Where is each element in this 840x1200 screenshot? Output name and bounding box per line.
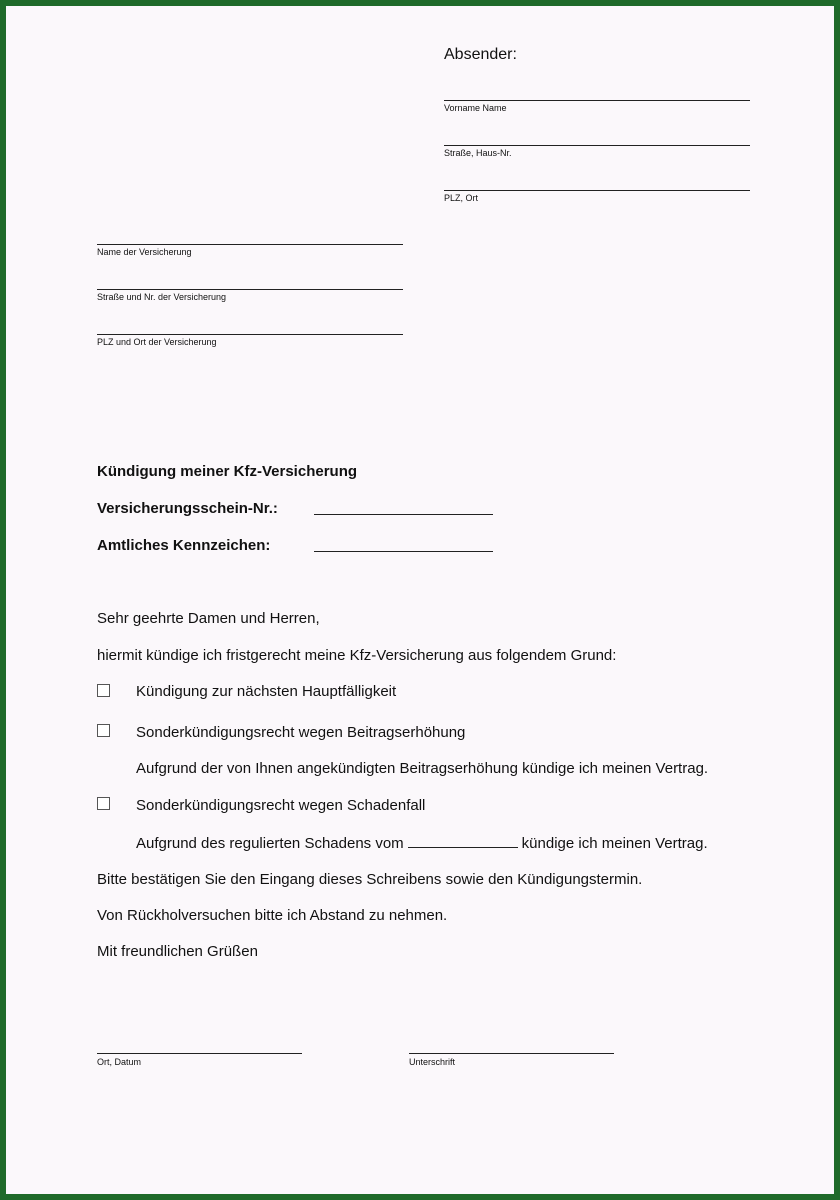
no-callback-note: Von Rückholversuchen bitte ich Abstand zu nehmen. [97,907,448,924]
option3-detail-post: kündige ich meinen Vertrag. [521,835,708,852]
option3-checkbox[interactable] [97,797,110,810]
recipient-street-label: Straße und Nr. der Versicherung [97,292,227,302]
license-plate-label: Amtliches Kennzeichen: [97,537,271,554]
recipient-city-line[interactable] [97,334,403,335]
document-page [6,6,834,1194]
confirmation-request: Bitte bestätigen Sie den Eingang dieses Schreibens sowie den Kündigungstermin. [97,871,643,888]
place-date-line[interactable] [97,1053,302,1054]
recipient-city-label: PLZ und Ort der Versicherung [97,337,217,347]
recipient-name-label: Name der Versicherung [97,247,192,257]
signature-label: Unterschrift [409,1057,456,1067]
sender-city-label: PLZ, Ort [444,193,479,203]
option2-label: Sonderkündigungsrecht wegen Beitragserhöhung [136,724,466,741]
sender-city-line[interactable] [444,190,750,191]
place-date-label: Ort, Datum [97,1057,142,1067]
salutation: Sehr geehrte Damen und Herren, [97,610,320,627]
recipient-name-line[interactable] [97,244,403,245]
option1-label: Kündigung zur nächsten Hauptfälligkeit [136,683,397,700]
option1-checkbox[interactable] [97,684,110,697]
license-plate-line[interactable] [314,551,493,552]
intro-text: hiermit kündige ich fristgerecht meine Kfz-Versicherung aus folgendem Grund: [97,647,617,664]
option3-detail [136,833,708,852]
sender-street-line[interactable] [444,145,750,146]
sender-heading: Absender: [444,46,517,63]
sender-name-label: Vorname Name [444,103,507,113]
damage-date-blank[interactable] [408,833,518,848]
option3-detail-pre: Aufgrund des regulierten Schadens vom [136,835,404,852]
option2-detail: Aufgrund der von Ihnen angekündigten Beitragserhöhung kündige ich meinen Vertrag. [136,760,709,777]
subject-title: Kündigung meiner Kfz-Versicherung [97,463,358,480]
signature-line[interactable] [409,1053,614,1054]
sender-street-label: Straße, Haus-Nr. [444,148,512,158]
option3-label: Sonderkündigungsrecht wegen Schadenfall [136,797,426,814]
option2-checkbox[interactable] [97,724,110,737]
recipient-street-line[interactable] [97,289,403,290]
sender-name-line[interactable] [444,100,750,101]
policy-number-label: Versicherungsschein-Nr.: [97,500,278,517]
policy-number-line[interactable] [314,514,493,515]
closing: Mit freundlichen Grüßen [97,943,258,960]
